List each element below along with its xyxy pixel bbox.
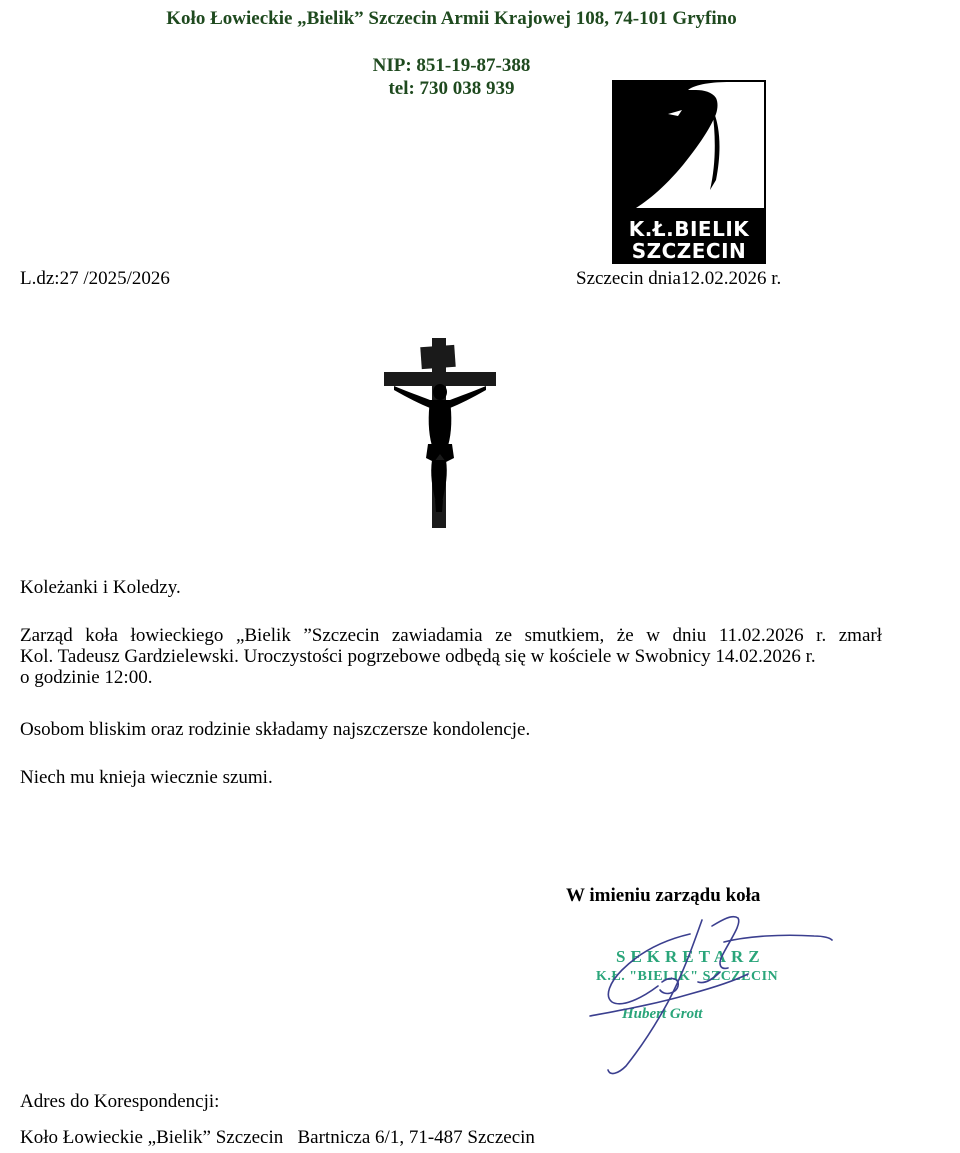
logo-line2: SZCZECIN — [631, 239, 747, 263]
club-logo — [612, 80, 766, 264]
header-title: Koło Łowieckie „Bielik” Szczecin Armii Krajowej 108, 74-101 Gryfino — [166, 8, 737, 29]
letter-date: Szczecin dnia12.02.2026 r. — [576, 268, 782, 289]
correspondence-address: Koło Łowieckie „Bielik” Szczecin Bartnicza 6/1, 71-487 Szczecin — [20, 1127, 535, 1148]
paragraph-condolences: Osobom bliskim oraz rodzinie składamy najszczersze kondolencje. — [20, 719, 531, 740]
secretary-stamp — [552, 912, 848, 1078]
stamp-club: K.Ł. "BIELIK" SZCZECIN — [596, 969, 779, 984]
signature-label: W imieniu zarządu koła — [566, 885, 761, 906]
reference-number: L.dz:27 /2025/2026 — [20, 268, 170, 289]
paragraph-line: o godzinie 12:00. — [20, 667, 153, 688]
paragraph-farewell: Niech mu knieja wiecznie szumi. — [20, 767, 273, 788]
header-nip: NIP: 851-19-87-388 — [372, 55, 531, 76]
header-phone: tel: 730 038 939 — [388, 78, 515, 99]
paragraph-announcement — [20, 625, 882, 688]
correspondence-label: Adres do Korespondencji: — [20, 1091, 220, 1112]
handwritten-signature — [590, 917, 832, 1074]
logo-line1: K.Ł.BIELIK — [628, 217, 750, 241]
paragraph-line: Zarząd koła łowieckiego „Bielik ”Szczecin zawiadamia ze smutkiem, że w dniu 11.02.2026 r. zmarł — [20, 625, 882, 646]
logo-caption — [612, 218, 766, 262]
crucifix-image — [380, 336, 500, 530]
stamp-title: SEKRETARZ — [616, 947, 765, 966]
crucifix-icon — [380, 336, 500, 530]
greeting: Koleżanki i Koledzy. — [20, 577, 181, 598]
stamp-name: Hubert Grott — [622, 1006, 703, 1022]
stamp-signature — [552, 912, 848, 1078]
paragraph-line: Kol. Tadeusz Gardzielewski. Uroczystości pogrzebowe odbędą się w kościele w Swobnicy 14.02.2026 r. — [20, 646, 816, 667]
